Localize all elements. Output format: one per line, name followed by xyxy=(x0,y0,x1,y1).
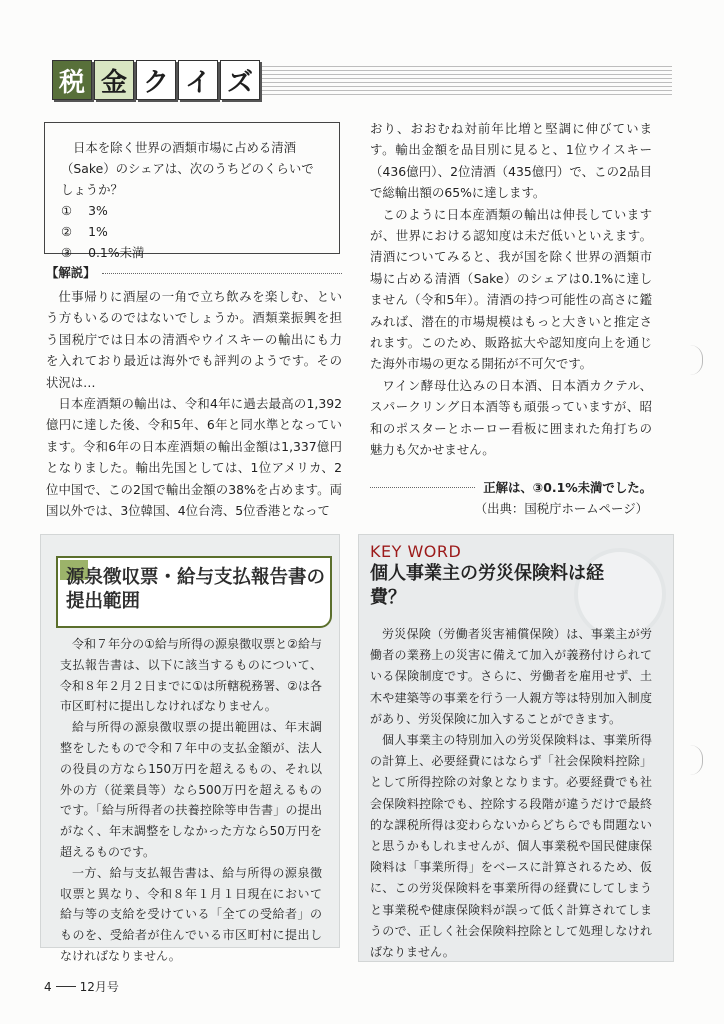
card-body xyxy=(60,634,322,967)
option-number: ① xyxy=(61,203,73,218)
quiz-option xyxy=(61,200,325,221)
keyword-label: KEY WORD xyxy=(370,542,462,561)
issue-label: 12月号 xyxy=(79,980,119,994)
title-char: イ xyxy=(178,60,218,100)
explanation-heading-label: 【解説】 xyxy=(46,265,96,280)
dotted-rule xyxy=(370,487,475,488)
paragraph: 仕事帰りに酒屋の一角で立ち飲みを楽しむ、という方もいるのではないでしょうか。酒類業振興を担う国税庁では日本の清酒やウイスキーの輸出にも力を入れており最近は海外でも評判のようです。その状況は… xyxy=(46,289,342,390)
page-footer xyxy=(44,978,119,995)
title-char: 税 xyxy=(52,60,92,100)
paragraph: 令和７年分の①給与所得の源泉徴収票と②給与支払報告書は、以下に該当するものについて、令和８年２月２日までに①は所轄税務署、②は各市区町村に提出しなければなりません。 xyxy=(60,637,322,714)
quiz-option xyxy=(61,242,325,263)
option-text: 3% xyxy=(88,203,108,218)
title-char: ク xyxy=(136,60,176,100)
option-number: ③ xyxy=(61,245,73,260)
card-title: 源泉徴収票・給与支払報告書の提出範囲 xyxy=(66,567,326,612)
paragraph: 給与所得の源泉徴収票の提出範囲は、年末調整をしたもので令和７年中の支払金額が、法人の役員の方なら150万円を超えるもの、それ以外の方（従業員等）なら500万円を超えるものです。「給与所得者の扶養控除等申告書」の提出がなく、年末調整をしなかった方なら50万円を超えるものです。 xyxy=(60,720,322,859)
explanation-left-column xyxy=(46,286,342,521)
binder-hole-mark xyxy=(690,345,703,375)
quiz-box xyxy=(44,122,340,260)
title-char: ズ xyxy=(220,60,260,100)
option-text: 0.1%未満 xyxy=(88,245,145,260)
paragraph: 個人事業主の特別加入の労災保険料は、事業所得の計算上、必要経費にはならず「社会保険料控除」として所得控除の対象となります。必要経費でも社会保険料控除でも、控除する段階が違うだけで最終的な課税所得は変わらないからどちらでも問題ないと思うかもしれませんが、個人事業税や国民健康保険料は「事業所得」をベースに計算されるため、仮に、この労災保険料を事業所得の経費にしてしまうと事業税や健康保険料が誤って低く計算されてしまうので、正しく社会保険料控除として処理しなければなりません。 xyxy=(370,733,652,960)
page-number: 4 xyxy=(44,979,52,994)
explanation-heading xyxy=(46,263,342,281)
answer-line xyxy=(370,478,652,496)
paragraph: おり、おおむね対前年比増と堅調に伸びています。輸出金額を品目別に見ると、1位ウイスキー（436億円）、2位清酒（435億円）で、この2品目で総輸出額の65%に達します。 xyxy=(370,121,652,201)
quiz-option xyxy=(61,221,325,242)
paragraph: 日本産酒類の輸出は、令和4年に過去最高の1,392億円に達した後、令和5年、6年と同水準となっています。令和6年の日本産酒類の輸出金額は1,337億円となりました。輸出先国としては、1位アメリカ、2位中国で、この2国で輸出金額の38%を占めます。両国以外では、3位韓国、4位台湾、5位香港となって xyxy=(46,396,342,519)
dotted-rule xyxy=(102,273,342,274)
footer-dash xyxy=(56,986,76,987)
paragraph: 一方、給与支払報告書は、給与所得の源泉徴収票と異なり、令和８年１月１日現在において給与等の支給を受けている「全ての受給者」のものを、受給者が住んでいる市区町村に提出しなければなりません。 xyxy=(60,865,322,963)
paragraph: 労災保険（労働者災害補償保険）は、事業主が労働者の業務上の災害に備えて加入が義務付けられている保険制度です。さらに、労働者を雇用せず、土木や建築等の事業を行う一人親方等は特別加入制度があり、労災保険に加入することができます。 xyxy=(370,627,652,726)
title-char: 金 xyxy=(94,60,134,100)
answer-text: 正解は、③0.1%未満でした。 xyxy=(483,480,652,495)
quiz-question: 日本を除く世界の酒類市場に占める清酒（Sake）のシェアは、次のうちどのくらいでしょうか？ xyxy=(61,140,314,197)
source-citation: （出典：国税庁ホームページ） xyxy=(474,501,648,516)
explanation-right-column xyxy=(370,118,652,461)
title-decoration-lines xyxy=(262,66,672,98)
binder-hole-mark xyxy=(690,745,703,775)
option-number: ② xyxy=(61,224,73,239)
paragraph: ワイン酵母仕込みの日本酒、日本酒カクテル、スパークリング日本酒等も頑張っていますが、昭和のポスターとホーロー看板に囲まれた角打ちの魅力も欠かせません。 xyxy=(370,377,652,458)
page-title xyxy=(52,60,262,102)
keyword-title: 個人事業主の労災保険料は経費？ xyxy=(370,563,604,608)
option-text: 1% xyxy=(88,224,108,239)
card-body xyxy=(370,624,652,963)
paragraph: このように日本産酒類の輸出は伸長していますが、世界における認知度は未だ低いといえます。清酒についてみると、我が国を除く世界の酒類市場に占める清酒（Sake）のシェアは0.1%に達しません（令和5年）。清酒の持つ可能性の高さに鑑みれば、潜在的市場規模はもっと大きいと推定されます。このため、販路拡大や認知度向上を通じた海外市場の更なる開拓が不可欠です。 xyxy=(370,206,652,372)
